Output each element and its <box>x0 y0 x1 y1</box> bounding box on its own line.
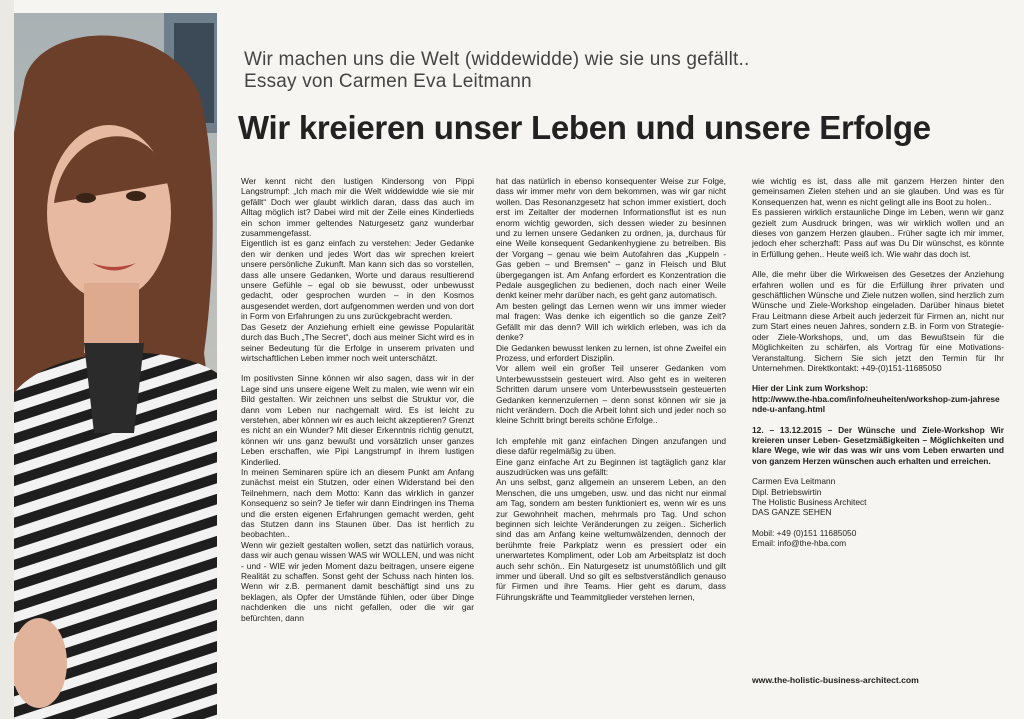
paragraph: Das Gesetz der Anziehung erhielt eine gewisse Popularität durch das Buch „The Secret“, doch aus meiner Sicht wird es in seiner Bedeutung für die Erfolge in unserem privaten und wirtschaftlichen Leben immer noch weit unterschätzt. <box>241 321 474 363</box>
contact-email[interactable]: Email: info@the-hba.com <box>752 538 847 549</box>
contact-title: Dipl. Betriebswirtin <box>752 486 822 497</box>
paragraph: Die Gedanken bewusst lenken zu lernen, ist ohne Zweifel ein Prozess, und erfordert Disziplin. <box>496 342 726 363</box>
text-column-1 <box>241 176 474 623</box>
workshop-link-label: Hier der Link zum Workshop: <box>752 383 869 394</box>
workshop-link[interactable]: http://www.the-hba.com/info/neuheiten/workshop-zum-jahresende-u-anfang.html <box>752 393 1000 415</box>
paragraph: Ich empfehle mit ganz einfachen Dingen anzufangen und diese dafür regelmäßig zu üben. <box>496 435 726 457</box>
paragraph: Eine ganz einfache Art zu Beginnen ist tagtäglich ganz klar auszudrücken was uns gefällt: <box>496 456 726 477</box>
contact-name: Carmen Eva Leitmann <box>752 476 836 487</box>
subtitle-author-line: Essay von Carmen Eva Leitmann <box>244 71 532 92</box>
paragraph: hat das natürlich in ebenso konsequenter Weise zur Folge, dass wir immer mehr von dem bekommen, was wir gar nicht wollen. Das Resonanzgesetz hat schon immer existiert, doch erst im Zeitalter der modernen Informationsflut ist es nun enorm wichtig geworden, sich dessen wieder zu besinnen und zu lernen unsere Gedanken zu ordnen, ja, durchaus für eine Weile konsequent Gedankenhygiene zu betreiben. Bis der Vorgang – genau wie beim Autofahren das „Kuppeln - Gas geben – und Bremsen“ – ganz in Fleisch und Blut übergegangen ist. Am Anfang erfordert es Konzentration die Pedale ausgeglichen zu bedienen, doch nach einer Weile denkt keiner mehr darüber nach, es geht ganz automatisch. <box>496 176 726 301</box>
paragraph: Alle, die mehr über die Wirkweisen des Gesetzes der Anziehung erfahren wollen und es für die Erfüllung ihrer privaten und geschäftlichen Wünsche und Ziele nutzen wollen, sind herzlich zum Wünsche und Ziele-Workshop eingeladen. Darüber hinaus bietet Frau Leitmann diese Arbeit auch jederzeit für Firmen an, nicht nur zum Start eines neuen Jahres, sondern z.B. in Form von Strategie- oder Ziele-Workshops, und, um das Bewußtsein für die Möglichkeiten zu schärfen, als Vortrag für eine Motivations-Veranstaltung. Sichern Sie sich jetzt den Termin für Ihr Unternehmen. Direktkontakt: +49-(0)151-11685050 <box>752 269 1004 373</box>
author-photo <box>14 13 217 719</box>
paragraph: Wer kennt nicht den lustigen Kindersong von Pippi Langstrumpf: „Ich mach mir die Welt widdewidde wie sie mir gefällt“ Doch wer glaubt wirklich daran, dass das auch im Alltag möglich ist? Dabei wird mit der Zeile eines Kinderlieds ein schon immer geltendes Naturgesetz ganz wunderbar zusammengefasst. <box>241 176 474 239</box>
paragraph: In meinen Seminaren spüre ich an diesem Punkt am Anfang zunächst meist ein Stutzen, oder einen Widerstand bei den Teilnehmern, nach dem Motto: Kann das wirklich in ganzer Konsequenz so sein? Je tiefer wir dann Eindringen ins Thema und die ersten eigenen Erfahrungen gemacht werden, geht das Stutzen dann ins Staunen über. Das ist herrlich zu beobachten.. <box>241 466 474 540</box>
article-subtitle <box>244 49 1004 93</box>
paragraph: Vor allem weil ein großer Teil unserer Gedanken vom Unterbewusstsein gesteuert wird. Also geht es in weiteren Schritten darum unsere vom Unterbewusstsein gesteuerten Gedanken kennenzulernen – denn sonst können wir sie ja nicht verändern. Doch die Arbeit lohnt sich und jeder noch so kleine Schritt bringt bereits schöne Erfolge.. <box>496 363 726 426</box>
paragraph: Es passieren wirklich erstaunliche Dinge im Leben, wenn wir ganz gezielt zum Ausdruck bringen, was wir wirklich wollen und an dieses von ganzem Herzen glauben.. Früher sagte ich mir immer, jedoch eher scherzhaft: Pass auf was Du Dir wünschst, es könnte in Erfüllung gehen.. Heute weiß ich. Wie wahr das doch ist. <box>752 207 1004 259</box>
scan-edge <box>0 0 14 719</box>
paragraph: Im positivsten Sinne können wir also sagen, dass wir in der Lage sind uns unsere eigene Welt zu malen, wie wenn wir ein Bild gestalten. Wir zeichnen uns selbst die Struktur vor, die dann vom Leben nur nachgemalt wird. Es ist leicht zu verstehen, aber können wir es auch leicht akzeptieren? Grenzt es nicht an ein Wunder? Mit dieser Erkenntnis richtig genutzt, können wir uns ganz bewußt und vorsätzlich unser ganzes Leben erschaffen, wie Pipi Langstrumpf in ihrem lustigen Kinderlied. <box>241 373 474 467</box>
paragraph: Am besten gelingt das Lernen wenn wir uns immer wieder mal fragen: Was denke ich eigentlich so die ganze Zeit? Gefällt mir das denn? Will ich wirklich erleben, was ich da denke? <box>496 300 726 343</box>
text-column-3 <box>752 176 1004 549</box>
paragraph: An uns selbst, ganz allgemein an unserem Leben, an den Menschen, die uns umgeben, usw. und das nicht nur einmal am Tag, sondern am besten funktioniert es, wenn wir es uns zur Gewohnheit machen, mehrmals pro Tag. Und schon beginnen sich leichte Veränderungen zu zeigen.. Sicherlich sind das am Anfang keine weltumwälzenden, dennoch der berühmte freie Parkplatz wenn es pressiert oder ein unerwartetes Kompliment, oder Lob am Arbeitsplatz ist doch auch sehr schön.. Ein Naturgesetz ist unumstößlich und gilt immer und überall. Und so gilt es selbstverständlich genauso für Firmen und ihre Teams. Hier geht es darum, dass Führungskräfte und Teammitglieder verstehen lernen, <box>496 477 726 602</box>
contact-mobile: Mobil: +49 (0)151 11685050 <box>752 527 857 538</box>
contact-slogan: DAS GANZE SEHEN <box>752 507 832 518</box>
paragraph: wie wichtig es ist, dass alle mit ganzem Herzen hinter den gemeinsamen Zielen stehen und an sie glauben. Und was es für Konsequenzen hat, wenn es nicht gelingt alle ins Boot zu holen.. <box>752 176 1004 207</box>
paragraph: Wenn wir gezielt gestalten wollen, setzt das natürlich voraus, dass wir auch genau wissen WAS wir WOLLEN, und was nicht - und - WIE wir jeden Moment dazu beitragen, unsere eigene Realität zu schaffen. Sonst geht der Schuss nach hinten los. Wenn wir z.B. permanent damit beschäftigt sind uns zu beklagen, als Opfer der Umstände fühlen, oder über Dinge nachdenken die uns nicht gefallen, oder die wir gar befürchten, dann <box>241 539 474 623</box>
workshop-announcement: 12. – 13.12.2015 – Der Wünsche und Ziele-Workshop Wir kreieren unser Leben- Gesetzmäßigkeiten – Möglichkeiten und klare Wege, wie wir das was wir uns vom Leben erwarten und von ganzem Herzen wünschen auch erhalten und erreichen. <box>752 424 1004 466</box>
footer-website-link[interactable]: www.the-holistic-business-architect.com <box>752 675 919 685</box>
text-column-2 <box>496 176 726 602</box>
contact-company: The Holistic Business Architect <box>752 496 867 507</box>
article-headline: Wir kreieren unser Leben und unsere Erfolge <box>238 109 931 146</box>
paragraph: Eigentlich ist es ganz einfach zu verstehen: Jeder Gedanke den wir denken und jedes Wort das wir sprechen kreiert unsere persönliche Zukunft. Man kann sich das so vorstellen, dass alle unsere Gedanken, Worte und daraus resultierend unsere Gefühle – egal ob sie bewusst, oder unbewusst gedacht, oder gesprochen wurden – in den Kosmos ausgesendet werden, dort aufgenommen werden und von dort in Form von Erfahrungen zu uns zurückgebracht werden. <box>241 238 474 322</box>
subtitle-line-1: Wir machen uns die Welt (widdewidde) wie sie uns gefällt.. <box>244 49 750 70</box>
